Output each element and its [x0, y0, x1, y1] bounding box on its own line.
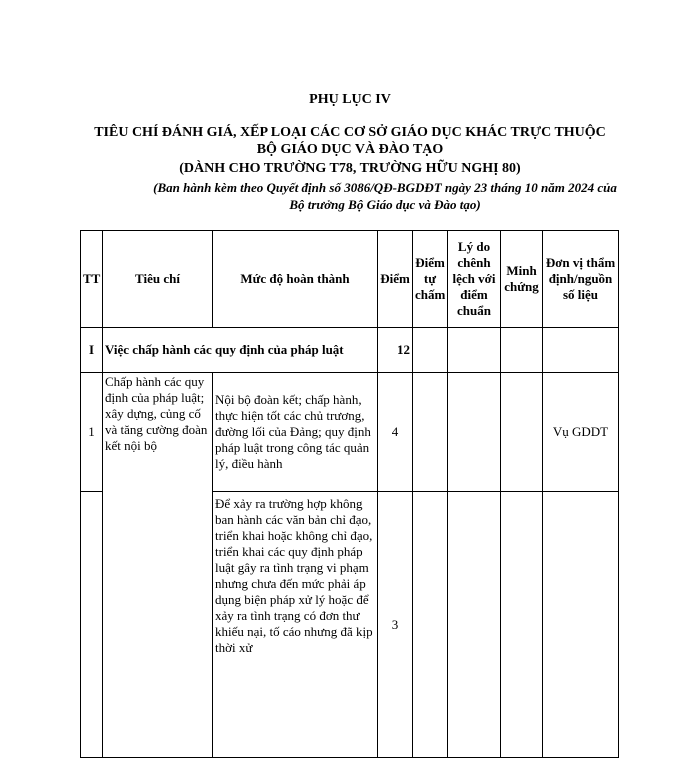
- row-number: [81, 492, 103, 758]
- header-evidence: Minh chứng: [501, 231, 543, 328]
- section-evidence-cell[interactable]: [501, 328, 543, 373]
- decree-note: (Ban hành kèm theo Quyết định số 3086/QĐ-BGDĐT ngày 23 tháng 10 năm 2024 của Bộ trưởng Bộ Giáo dục và Đào tạo): [153, 180, 617, 212]
- row-evidence-cell[interactable]: [501, 373, 543, 492]
- header-unit: Đơn vị thẩm định/nguồn số liệu: [543, 231, 619, 328]
- header-self-score: Điểm tự chấm: [413, 231, 448, 328]
- table-header-row: [81, 231, 619, 328]
- row-unit: Vụ GDDT: [543, 373, 619, 492]
- section-self-score-cell[interactable]: [413, 328, 448, 373]
- row-criteria: Chấp hành các quy định của pháp luật; xây dựng, củng cố và tăng cường đoàn kết nội bộ: [103, 373, 213, 758]
- row-level: Để xảy ra trường hợp không ban hành các văn bản chỉ đạo, triển khai hoặc không chỉ đạo, triển khai các quy định pháp luật gây ra tình trạng vi phạm nhưng chưa đến mức phải áp dụng biện pháp xử lý hoặc để xảy ra tình trạng có đơn thư khiếu nại, tố cáo nhưng đã kịp thời xử: [213, 492, 378, 758]
- table-row: [81, 373, 619, 492]
- row-level: Nội bộ đoàn kết; chấp hành, thực hiện tốt các chủ trương, đường lối của Đảng; quy định pháp luật trong công tác quản lý, điều hành: [213, 373, 378, 492]
- row-score: 4: [378, 373, 413, 492]
- row-self-score-cell[interactable]: [413, 492, 448, 758]
- row-unit: [543, 492, 619, 758]
- section-title: Việc chấp hành các quy định của pháp luật: [103, 328, 378, 373]
- row-score: 3: [378, 492, 413, 758]
- row-evidence-cell[interactable]: [501, 492, 543, 758]
- document-title: TIÊU CHÍ ĐÁNH GIÁ, XẾP LOẠI CÁC CƠ SỞ GIÁO DỤC KHÁC TRỰC THUỘC BỘ GIÁO DỤC VÀ ĐÀO TẠO: [94, 125, 606, 157]
- header-tt: TT: [81, 231, 103, 328]
- section-row: [81, 328, 619, 373]
- row-self-score-cell[interactable]: [413, 373, 448, 492]
- document-subtitle: (DÀNH CHO TRƯỜNG T78, TRƯỜNG HỮU NGHỊ 80): [179, 161, 521, 176]
- header-reason: Lý do chênh lệch với điểm chuẩn: [448, 231, 501, 328]
- row-reason-cell[interactable]: [448, 373, 501, 492]
- header-score: Điểm: [378, 231, 413, 328]
- header-level: Mức độ hoàn thành: [213, 231, 378, 328]
- row-reason-cell[interactable]: [448, 492, 501, 758]
- criteria-table: [80, 230, 619, 758]
- header-criteria: Tiêu chí: [103, 231, 213, 328]
- row-number: 1: [81, 373, 103, 492]
- section-unit-cell: [543, 328, 619, 373]
- section-score: 12: [378, 328, 413, 373]
- section-reason-cell[interactable]: [448, 328, 501, 373]
- appendix-title: PHỤ LỤC IV: [309, 92, 391, 107]
- section-number: I: [81, 328, 103, 373]
